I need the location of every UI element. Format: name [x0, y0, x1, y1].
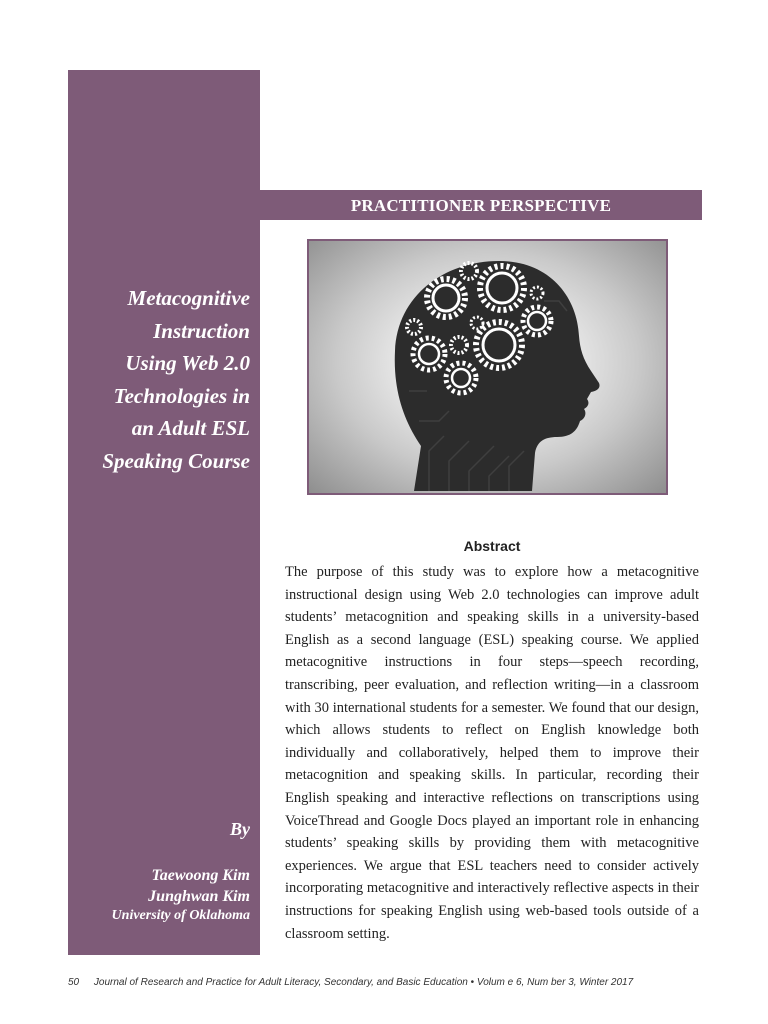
journal-name: Journal of Research and Practice for Adult Literacy, Secondary, and Basic Education	[93, 977, 468, 988]
abstract-heading: Abstract	[463, 538, 521, 554]
author-name: Taewoong Kim	[151, 867, 250, 884]
head-with-gears-icon	[309, 241, 666, 493]
author-block	[70, 865, 250, 925]
title-line: Speaking Course	[102, 448, 250, 473]
journal-issue: Volum e 6, Num ber 3, Winter 2017	[476, 977, 634, 988]
section-banner: PRACTITIONER PERSPECTIVE	[260, 190, 702, 220]
title-line: Using Web 2.0	[125, 351, 250, 375]
title-line: Technologies in	[113, 383, 250, 408]
title-line: an Adult ESL	[131, 416, 250, 440]
author-name: Junghwan Kim	[148, 888, 250, 905]
title-line: Instruction	[153, 318, 250, 343]
author-affiliation: University of Oklahoma	[111, 908, 250, 923]
sidebar-panel	[68, 70, 260, 955]
page-footer	[68, 977, 708, 988]
page-number: 50	[68, 977, 80, 988]
article-title	[70, 282, 250, 477]
byline: By	[230, 819, 250, 839]
title-line: Metacognitive	[127, 286, 250, 310]
abstract-body: The purpose of this study was to explore how a metacognitive instructional design using Web 2.0 technologies can improve adult students’ metacognition and speaking skills in a university-based English as a second language (ESL) speaking course. We applied metacognitive instructions in four steps—speech recording, transcribing, peer evaluation, and reflection writing—in a classroom with 30 international students for a semester. We found that our design, which allows students to reflect on English knowledge both individually and collaboratively, helped them to improve their metacognition and speaking skills. In particular, recording their English speaking and interactive reflections on transcriptions using VoiceThread and Google Docs played an important role in enhancing students’ speaking skills by providing them with metacognitive experiences. We argue that ESL teachers need to consider actively incorporating metacognitive and interactively reflective aspects in their instructions for speaking English using web-based tools outside of a classroom setting.	[285, 564, 699, 942]
head-gears-figure	[307, 239, 668, 495]
footer-separator: •	[470, 977, 475, 988]
